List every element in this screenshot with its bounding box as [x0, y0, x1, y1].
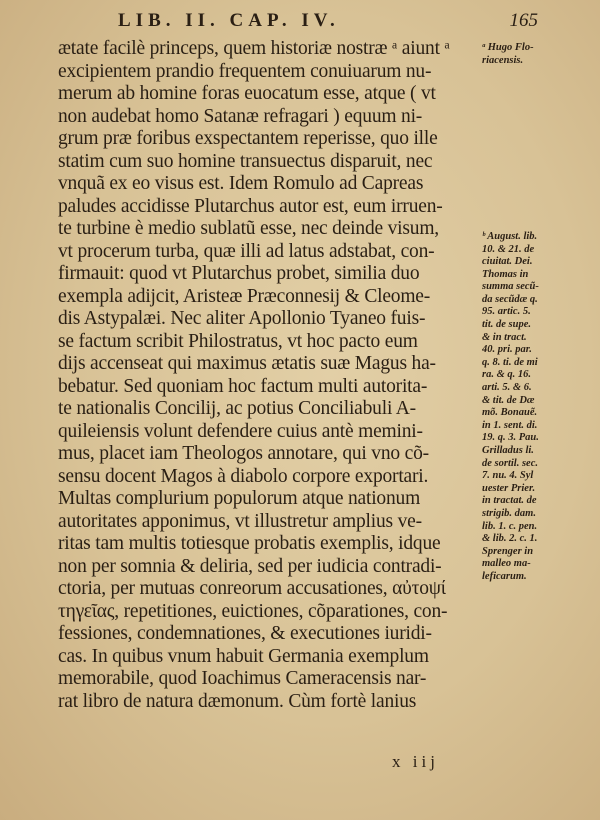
marginal-note-line: in 1. sent. di. [482, 419, 538, 431]
text-line: exempla adijcit, Aristeæ Præconnesij & Cleome- [58, 285, 431, 307]
marginal-note-line: lib. 1. c. pen. [482, 520, 538, 532]
marginal-note-line: 40. pri. par. [482, 344, 532, 356]
marginal-note-line: & lib. 2. c. 1. [482, 533, 538, 545]
marginal-note-line: de sortil. sec. [482, 457, 538, 469]
text-line: mus, placet iam Theologos annotare, qui vno cõ- [58, 443, 429, 464]
marginal-note-line: uester Prier. [482, 482, 536, 494]
text-line: dijs accenseat qui maximus ætatis suæ Magus ha- [58, 353, 436, 374]
marginal-note-line [482, 118, 582, 131]
marginal-note-line [482, 67, 582, 80]
text-line: grum præ foribus exspectantem reperisse, quo ille [58, 128, 438, 149]
marginal-note-line [482, 181, 582, 194]
marginal-note-line: tit. de supe. [482, 319, 531, 331]
text-line: ætate facilè princeps, quem historiæ nostræ ᵃ aiunt ᵃ [58, 38, 450, 59]
text-line: Multas complurium populorum atque nationum [58, 488, 421, 509]
marginal-notes [482, 42, 582, 584]
text-line: ctoria, per mutuas conreorum accusationes, αὐτοψί [58, 578, 446, 599]
marginal-note-line [482, 193, 582, 206]
marginal-note-line: strigib. dam. [482, 507, 536, 519]
marginal-note-line: 95. artic. 5. [482, 306, 531, 318]
marginal-note-line: in tractat. de [482, 495, 537, 507]
text-line: non per somnia & deliria, sed per iudicia contradi- [58, 555, 442, 577]
text-line: vnquã ex eo visus est. Idem Romulo ad Capreas [58, 173, 424, 194]
text-line: te nationalis Concilij, ac potius Conciliabuli A- [58, 398, 416, 419]
text-line: vt procerum turba, quæ illi ad latus adstabat, con- [58, 240, 435, 262]
text-line: bebatur. Sed quoniam hoc factum multi autorita- [58, 375, 428, 397]
marginal-note-line: q. 8. ti. de mi [482, 356, 538, 368]
marginal-note-line: arti. 5. & 6. [482, 382, 532, 394]
marginal-note-line [482, 92, 582, 105]
text-line: excipientem prandio frequentem conuiuarum nu- [58, 60, 432, 82]
text-line: fessiones, condemnationes, & executiones iuridi- [58, 623, 432, 644]
text-line: dis Astypalæi. Nec aliter Apollonio Tyaneo fuis- [58, 308, 426, 329]
marginal-note-line [482, 80, 582, 93]
marginal-note-line: da secũdæ q. [482, 293, 538, 305]
marginal-note-line [482, 143, 582, 156]
text-line: memorabile, quod Ioachimus Cameracensis nar- [58, 668, 427, 689]
marginal-note-line: & in tract. [482, 331, 527, 343]
text-line: firmauit: quod vt Plutarchus probet, similia duo [58, 263, 420, 284]
text-line: autoritates apponimus, vt illustretur amplius ve- [58, 510, 422, 532]
text-line: statim cum suo homine transuectus disparuit, nec [58, 150, 433, 172]
text-line: non audebat homo Satanæ refragari ) equum ni- [58, 105, 423, 127]
marginal-note-line: Grilladus li. [482, 445, 534, 456]
marginal-note-line: ᵃ Hugo Flo- [482, 42, 534, 53]
marginal-note-line: 10. & 21. de [482, 243, 535, 255]
marginal-note-line: & tit. de Dæ [482, 394, 535, 406]
text-line: se factum scribit Philostratus, vt hoc pacto eum [58, 330, 418, 352]
marginal-note-line [482, 130, 582, 143]
marginal-note-line: ra. & q. 16. [482, 369, 532, 381]
text-line: merum ab homine foras euocatum esse, atque ( vt [58, 83, 436, 104]
text-line: sensu docent Magos à diabolo corpore exportari. [58, 465, 429, 487]
marginal-note-line: ciuitat. Dei. [482, 256, 533, 268]
page-number: 165 [509, 10, 538, 31]
body-text [58, 38, 478, 713]
text-line: cas. In quibus vnum habuit Germania exemplum [58, 645, 429, 667]
text-line: rat libro de natura dæmonum. Cùm fortè lanius [58, 690, 417, 712]
marginal-note-line: mõ. Bonauẽ. [482, 407, 538, 419]
marginal-note-line [482, 155, 582, 168]
signature-mark: x iij [392, 752, 439, 771]
marginal-note-line: 7. nu. 4. Syl [482, 470, 534, 482]
marginal-note-line [482, 218, 582, 231]
marginal-note-line [482, 168, 582, 181]
text-line: te turbine è medio sublatũ esse, nec deinde visum, [58, 218, 439, 239]
marginal-note-line: leficarum. [482, 570, 527, 582]
marginal-note-line: ᵇ August. lib. [482, 230, 538, 242]
marginal-note-line [482, 206, 582, 219]
marginal-note-line: riacensis. [482, 54, 524, 66]
marginal-note-line: Sprenger in [482, 545, 534, 557]
text-line: quileiensis volunt defendere cuius antè memini- [58, 420, 423, 442]
marginal-note-line: Thomas in [482, 268, 529, 280]
running-title: LIB. II. CAP. IV. [118, 10, 340, 31]
text-line: ritas tam multis totiesque probatis exemplis, idque [58, 533, 441, 554]
marginal-note-line [482, 105, 582, 118]
marginal-note-line: malleo ma- [482, 558, 531, 570]
marginal-note-line: 19. q. 3. Pau. [482, 432, 539, 444]
marginal-note-line: summa secũ- [482, 281, 539, 293]
text-line: τηγεῖας, repetitiones, euictiones, cõparationes, con- [58, 600, 448, 622]
page-header [118, 10, 538, 34]
text-line: paludes accidisse Plutarchus autor est, eum irruen- [58, 195, 443, 217]
